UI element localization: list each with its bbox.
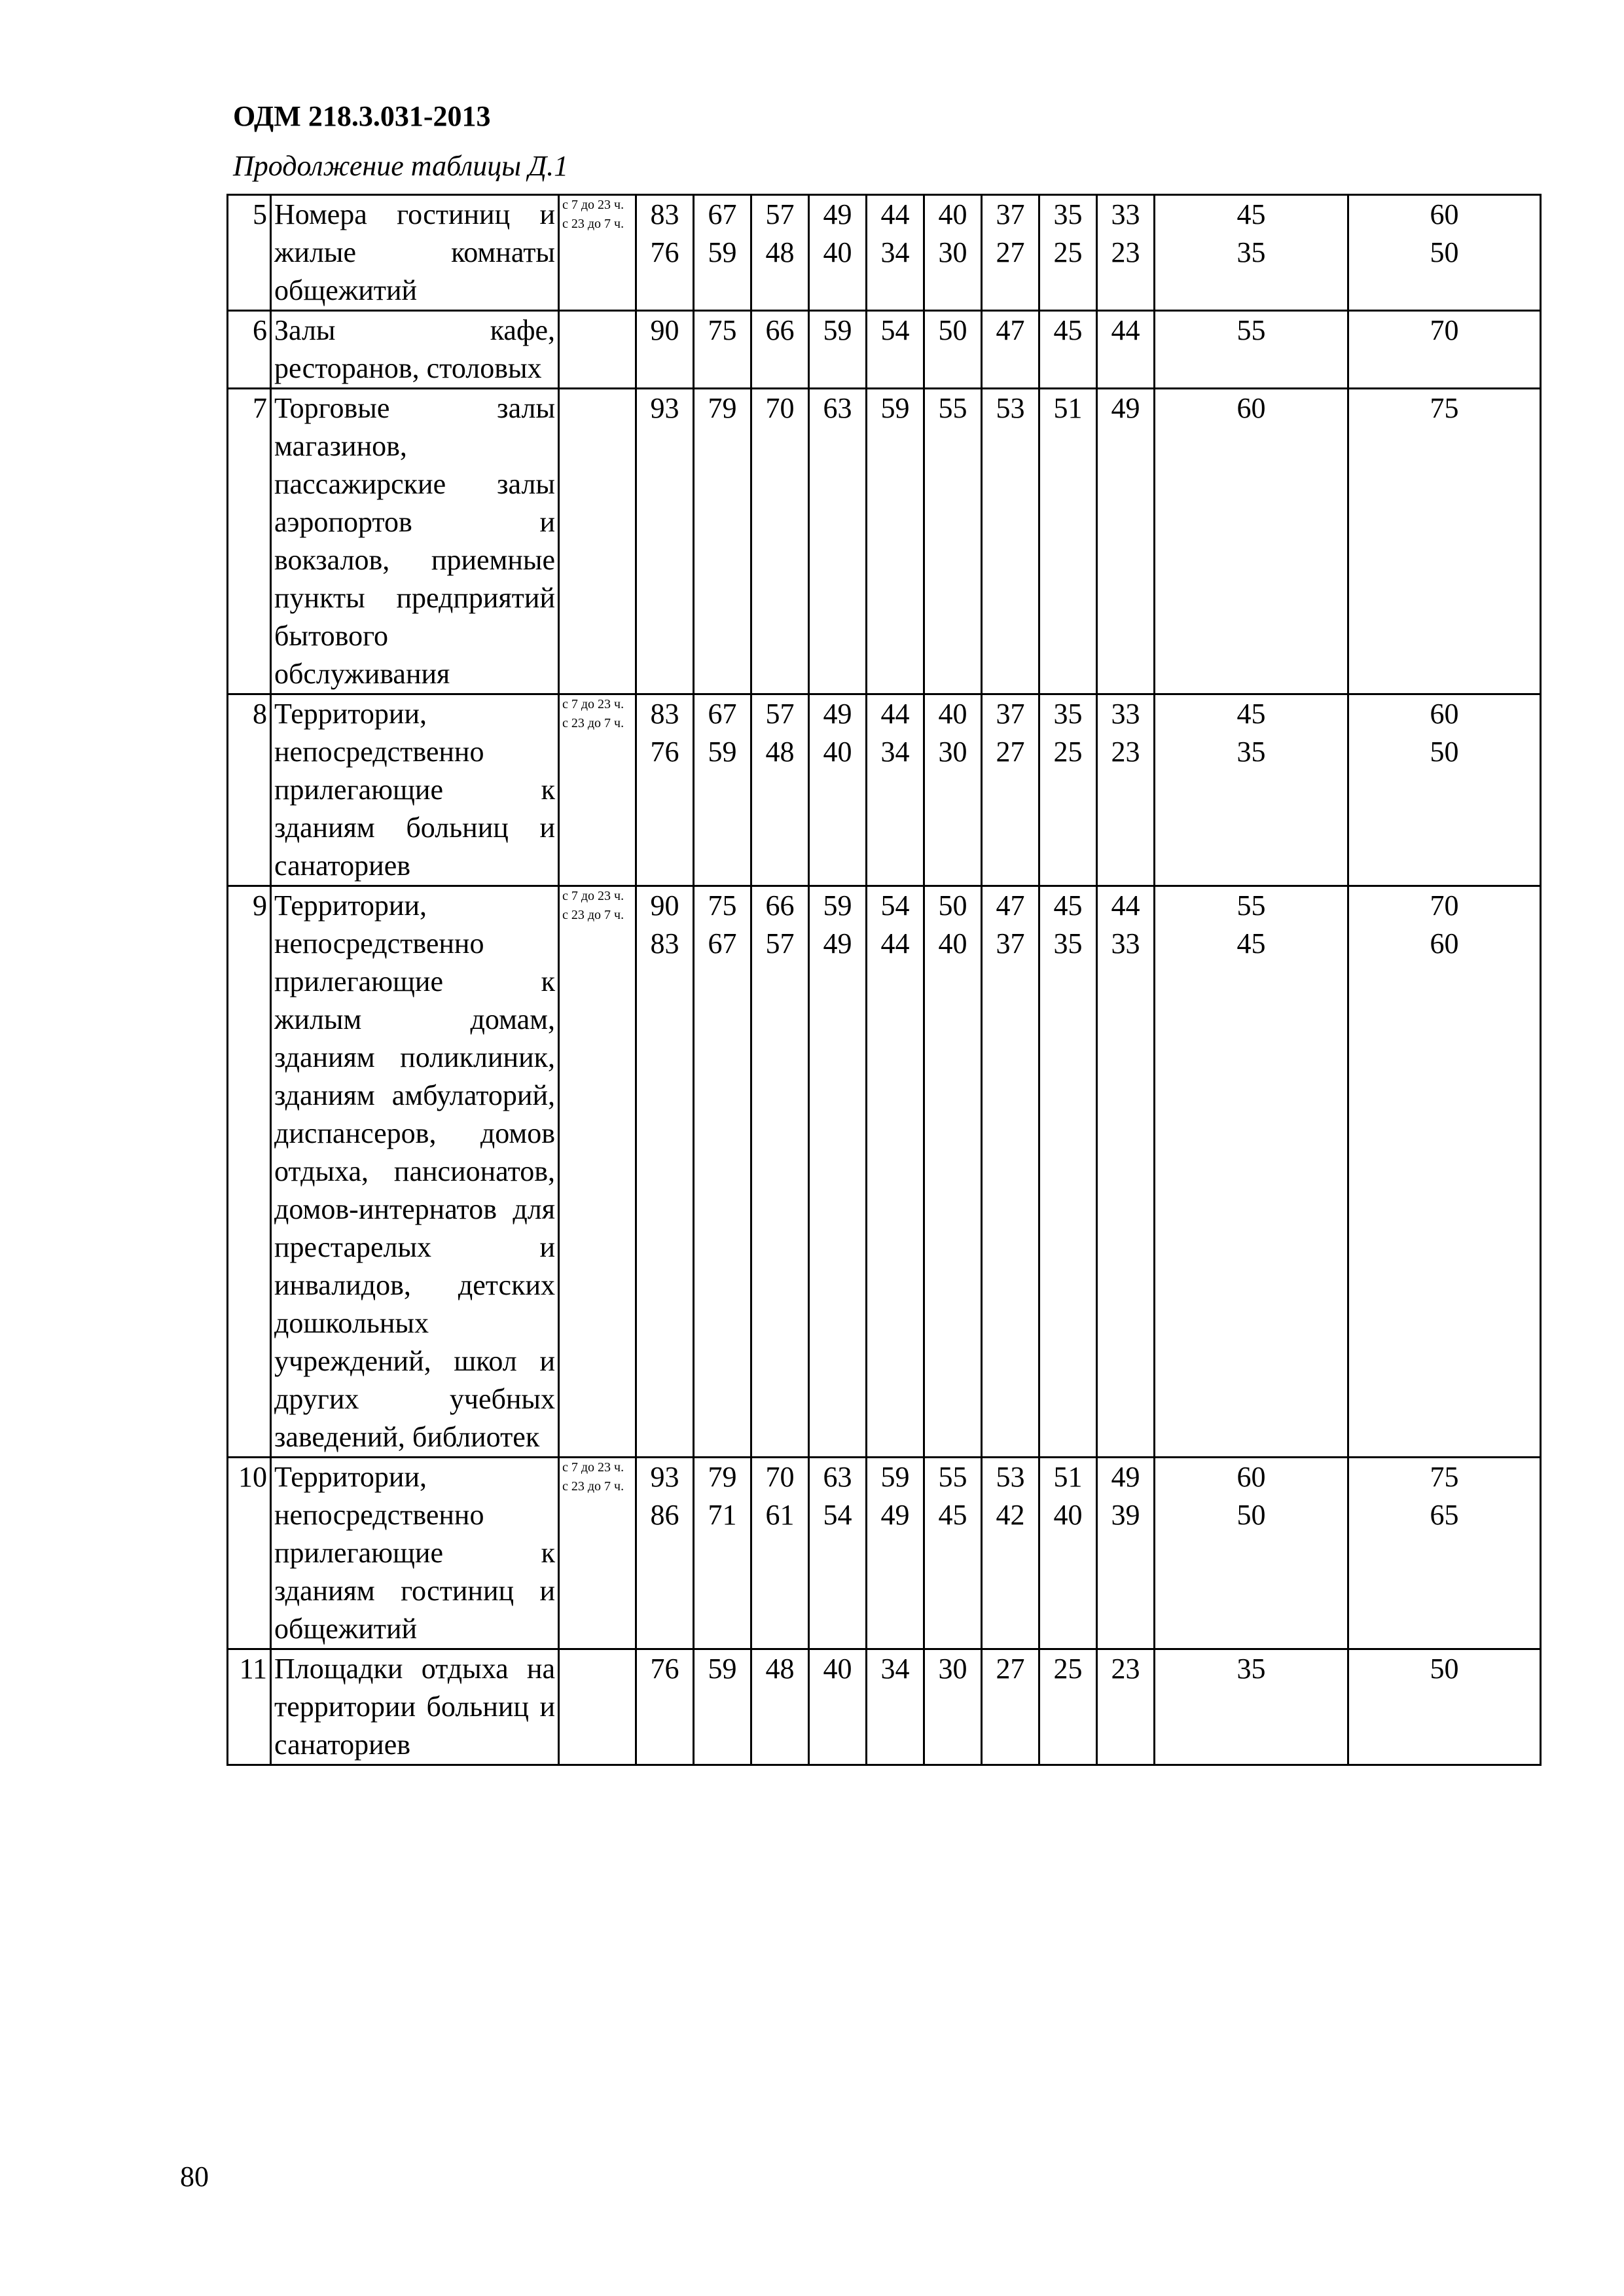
value: 27 xyxy=(996,736,1025,768)
value: 55 xyxy=(1236,889,1266,922)
value-cell xyxy=(1155,886,1348,1458)
value-cell xyxy=(867,311,924,389)
value: 55 xyxy=(938,392,967,424)
value-cell xyxy=(867,1458,924,1649)
value: 25 xyxy=(1053,736,1083,768)
value: 76 xyxy=(650,1653,679,1685)
value-cell xyxy=(982,389,1039,694)
value: 37 xyxy=(996,927,1025,960)
value: 67 xyxy=(708,198,737,230)
value: 27 xyxy=(996,1653,1025,1685)
value: 75 xyxy=(1430,392,1459,424)
time-period-cell xyxy=(559,311,636,389)
value-cell xyxy=(982,1458,1039,1649)
value-cell xyxy=(636,389,694,694)
premises-name: Территории, непосредственно прилегающие к зданиям больниц и санаториев xyxy=(271,694,559,886)
value: 57 xyxy=(765,198,795,230)
value: 59 xyxy=(823,889,852,922)
value-cell xyxy=(1039,389,1097,694)
value: 37 xyxy=(996,698,1025,730)
value: 59 xyxy=(880,1461,910,1493)
value-cell xyxy=(809,1458,867,1649)
value: 75 xyxy=(1430,1461,1459,1493)
value-cell xyxy=(751,389,809,694)
value: 53 xyxy=(996,1461,1025,1493)
table-continuation-caption: Продолжение таблицы Д.1 xyxy=(233,150,569,182)
value-cell xyxy=(867,1649,924,1765)
noise-limits-table xyxy=(226,194,1542,1766)
value: 66 xyxy=(765,889,795,922)
value: 47 xyxy=(996,314,1025,346)
premises-name: Торговые залы магазинов, пассажирские залы аэропортов и вокзалов, приемные пункты предприятий бытового обслуживания xyxy=(271,389,559,694)
value: 34 xyxy=(880,1653,910,1685)
value-cell xyxy=(1155,389,1348,694)
value-cell xyxy=(1097,1649,1155,1765)
row-number: 7 xyxy=(228,389,271,694)
time-period-cell xyxy=(559,886,636,1458)
value: 49 xyxy=(823,927,852,960)
value: 63 xyxy=(823,1461,852,1493)
value-cell xyxy=(1039,886,1097,1458)
value: 66 xyxy=(765,314,795,346)
value: 35 xyxy=(1236,236,1266,268)
value: 57 xyxy=(765,698,795,730)
time-period-cell xyxy=(559,1458,636,1649)
time-period: с 23 до 7 ч. xyxy=(562,217,624,231)
value-cell xyxy=(1039,694,1097,886)
value: 45 xyxy=(938,1499,967,1531)
value-cell xyxy=(1039,195,1097,311)
value: 42 xyxy=(996,1499,1025,1531)
value: 55 xyxy=(938,1461,967,1493)
value: 48 xyxy=(765,1653,795,1685)
value-cell xyxy=(809,311,867,389)
value: 67 xyxy=(708,927,737,960)
value-cell xyxy=(751,311,809,389)
value: 40 xyxy=(938,198,967,230)
value-cell xyxy=(924,195,982,311)
value-cell xyxy=(751,1649,809,1765)
value-cell xyxy=(751,694,809,886)
row-number: 9 xyxy=(228,886,271,1458)
value-cell xyxy=(1039,1649,1097,1765)
table-row xyxy=(228,1649,1541,1765)
value: 59 xyxy=(880,392,910,424)
premises-name: Территории, непосредственно прилегающие к зданиям гостиниц и общежитий xyxy=(271,1458,559,1649)
value: 40 xyxy=(938,927,967,960)
value: 34 xyxy=(880,736,910,768)
value-cell xyxy=(809,1649,867,1765)
value-cell xyxy=(867,195,924,311)
value: 67 xyxy=(708,698,737,730)
value-cell xyxy=(1097,195,1155,311)
value-cell xyxy=(1348,311,1541,389)
value-cell xyxy=(694,389,751,694)
time-period: с 7 до 23 ч. xyxy=(562,697,624,711)
value: 76 xyxy=(650,736,679,768)
value-cell xyxy=(1097,389,1155,694)
value: 70 xyxy=(765,1461,795,1493)
value-cell xyxy=(1039,311,1097,389)
value-cell xyxy=(694,694,751,886)
value: 49 xyxy=(823,198,852,230)
value-cell xyxy=(924,694,982,886)
value: 60 xyxy=(1430,927,1459,960)
value: 70 xyxy=(1430,314,1459,346)
value-cell xyxy=(1155,694,1348,886)
value: 33 xyxy=(1111,698,1140,730)
premises-name: Залы кафе, ресторанов, столовых xyxy=(271,311,559,389)
value: 59 xyxy=(823,314,852,346)
value-cell xyxy=(1097,311,1155,389)
value-cell xyxy=(809,195,867,311)
value-cell xyxy=(636,1649,694,1765)
time-period: с 23 до 7 ч. xyxy=(562,908,624,922)
value-cell xyxy=(809,886,867,1458)
value: 83 xyxy=(650,698,679,730)
value: 44 xyxy=(1111,889,1140,922)
value: 50 xyxy=(938,889,967,922)
value-cell xyxy=(636,886,694,1458)
value-cell xyxy=(1348,886,1541,1458)
table-row xyxy=(228,311,1541,389)
value: 39 xyxy=(1111,1499,1140,1531)
page-number: 80 xyxy=(180,2161,209,2193)
value: 57 xyxy=(765,927,795,960)
time-period-cell xyxy=(559,195,636,311)
value: 35 xyxy=(1053,698,1083,730)
value-cell xyxy=(1097,694,1155,886)
value: 53 xyxy=(996,392,1025,424)
value-cell xyxy=(867,694,924,886)
value: 33 xyxy=(1111,198,1140,230)
value: 35 xyxy=(1053,198,1083,230)
table-row xyxy=(228,195,1541,311)
value: 47 xyxy=(996,889,1025,922)
value: 44 xyxy=(880,698,910,730)
value: 34 xyxy=(880,236,910,268)
premises-name: Площадки отдыха на территории больниц и санаториев xyxy=(271,1649,559,1765)
value: 60 xyxy=(1236,1461,1266,1493)
value-cell xyxy=(1039,1458,1097,1649)
value-cell xyxy=(636,311,694,389)
value: 27 xyxy=(996,236,1025,268)
value-cell xyxy=(1348,1649,1541,1765)
row-number: 5 xyxy=(228,195,271,311)
row-number: 10 xyxy=(228,1458,271,1649)
value: 30 xyxy=(938,736,967,768)
time-period: с 23 до 7 ч. xyxy=(562,1479,624,1494)
value-cell xyxy=(636,1458,694,1649)
time-period-cell xyxy=(559,389,636,694)
value: 55 xyxy=(1236,314,1266,346)
time-period: с 23 до 7 ч. xyxy=(562,716,624,730)
value: 40 xyxy=(1053,1499,1083,1531)
value: 45 xyxy=(1053,889,1083,922)
table-row xyxy=(228,1458,1541,1649)
value: 25 xyxy=(1053,236,1083,268)
value: 40 xyxy=(823,1653,852,1685)
value: 59 xyxy=(708,736,737,768)
value: 48 xyxy=(765,236,795,268)
value: 93 xyxy=(650,1461,679,1493)
value-cell xyxy=(924,311,982,389)
time-period-cell xyxy=(559,694,636,886)
value: 50 xyxy=(1430,736,1459,768)
value: 63 xyxy=(823,392,852,424)
value: 49 xyxy=(1111,392,1140,424)
value-cell xyxy=(982,311,1039,389)
value: 44 xyxy=(880,198,910,230)
value-cell xyxy=(982,195,1039,311)
value-cell xyxy=(751,886,809,1458)
premises-name: Номера гостиниц и жилые комнаты общежитий xyxy=(271,195,559,311)
value: 79 xyxy=(708,392,737,424)
table-row xyxy=(228,886,1541,1458)
value-cell xyxy=(924,389,982,694)
value: 59 xyxy=(708,1653,737,1685)
value-cell xyxy=(694,886,751,1458)
value-cell xyxy=(1097,1458,1155,1649)
value: 50 xyxy=(1430,236,1459,268)
value-cell xyxy=(694,1649,751,1765)
value: 50 xyxy=(1430,1653,1459,1685)
value: 65 xyxy=(1430,1499,1459,1531)
value: 45 xyxy=(1236,198,1266,230)
value: 35 xyxy=(1236,736,1266,768)
value: 40 xyxy=(938,698,967,730)
row-number: 11 xyxy=(228,1649,271,1765)
value: 45 xyxy=(1053,314,1083,346)
value-cell xyxy=(1155,311,1348,389)
value-cell xyxy=(924,1649,982,1765)
value: 71 xyxy=(708,1499,737,1531)
value-cell xyxy=(636,195,694,311)
value-cell xyxy=(694,311,751,389)
value: 30 xyxy=(938,236,967,268)
value: 30 xyxy=(938,1653,967,1685)
value-cell xyxy=(1348,1458,1541,1649)
value: 37 xyxy=(996,198,1025,230)
value: 90 xyxy=(650,889,679,922)
value-cell xyxy=(1348,389,1541,694)
value: 60 xyxy=(1430,198,1459,230)
value-cell xyxy=(636,694,694,886)
value-cell xyxy=(694,195,751,311)
value: 44 xyxy=(1111,314,1140,346)
value: 75 xyxy=(708,889,737,922)
value-cell xyxy=(982,1649,1039,1765)
value-cell xyxy=(1155,1649,1348,1765)
value: 35 xyxy=(1236,1653,1266,1685)
value: 48 xyxy=(765,736,795,768)
value: 90 xyxy=(650,314,679,346)
value: 83 xyxy=(650,198,679,230)
value-cell xyxy=(867,389,924,694)
value: 70 xyxy=(765,392,795,424)
value-cell xyxy=(1348,694,1541,886)
time-period: с 7 до 23 ч. xyxy=(562,889,624,903)
value-cell xyxy=(1097,886,1155,1458)
value-cell xyxy=(1155,195,1348,311)
value: 23 xyxy=(1111,1653,1140,1685)
value: 49 xyxy=(823,698,852,730)
value: 75 xyxy=(708,314,737,346)
value: 44 xyxy=(880,927,910,960)
value: 54 xyxy=(880,889,910,922)
value: 35 xyxy=(1053,927,1083,960)
value: 79 xyxy=(708,1461,737,1493)
value-cell xyxy=(867,886,924,1458)
value: 86 xyxy=(650,1499,679,1531)
value: 60 xyxy=(1236,392,1266,424)
value-cell xyxy=(924,1458,982,1649)
value: 70 xyxy=(1430,889,1459,922)
value-cell xyxy=(982,694,1039,886)
value: 45 xyxy=(1236,698,1266,730)
value: 49 xyxy=(880,1499,910,1531)
row-number: 6 xyxy=(228,311,271,389)
value: 61 xyxy=(765,1499,795,1531)
value-cell xyxy=(751,195,809,311)
table-row xyxy=(228,694,1541,886)
row-number: 8 xyxy=(228,694,271,886)
premises-name: Территории, непосредственно прилегающие к жилым домам, зданиям поликлиник, зданиям амбулаторий, диспансеров, домов отдыха, пансионатов, домов-интернатов для престарелых и инвалидов, детских дошкольных учреждений, школ и других учебных заведений, библиотек xyxy=(271,886,559,1458)
value: 51 xyxy=(1053,392,1083,424)
time-period: с 7 до 23 ч. xyxy=(562,1460,624,1475)
value-cell xyxy=(982,886,1039,1458)
value: 76 xyxy=(650,236,679,268)
value: 60 xyxy=(1430,698,1459,730)
value-cell xyxy=(1155,1458,1348,1649)
value: 83 xyxy=(650,927,679,960)
value: 93 xyxy=(650,392,679,424)
value: 49 xyxy=(1111,1461,1140,1493)
value: 54 xyxy=(880,314,910,346)
value: 23 xyxy=(1111,236,1140,268)
value-cell xyxy=(751,1458,809,1649)
value: 45 xyxy=(1236,927,1266,960)
value: 23 xyxy=(1111,736,1140,768)
value: 25 xyxy=(1053,1653,1083,1685)
value-cell xyxy=(1348,195,1541,311)
document-code: ОДМ 218.3.031-2013 xyxy=(233,100,491,132)
value: 40 xyxy=(823,736,852,768)
value-cell xyxy=(924,886,982,1458)
value: 50 xyxy=(1236,1499,1266,1531)
value: 54 xyxy=(823,1499,852,1531)
value: 33 xyxy=(1111,927,1140,960)
table-row xyxy=(228,389,1541,694)
time-period: с 7 до 23 ч. xyxy=(562,198,624,212)
value-cell xyxy=(809,389,867,694)
value: 50 xyxy=(938,314,967,346)
value: 51 xyxy=(1053,1461,1083,1493)
value-cell xyxy=(694,1458,751,1649)
value-cell xyxy=(809,694,867,886)
time-period-cell xyxy=(559,1649,636,1765)
value: 40 xyxy=(823,236,852,268)
value: 59 xyxy=(708,236,737,268)
